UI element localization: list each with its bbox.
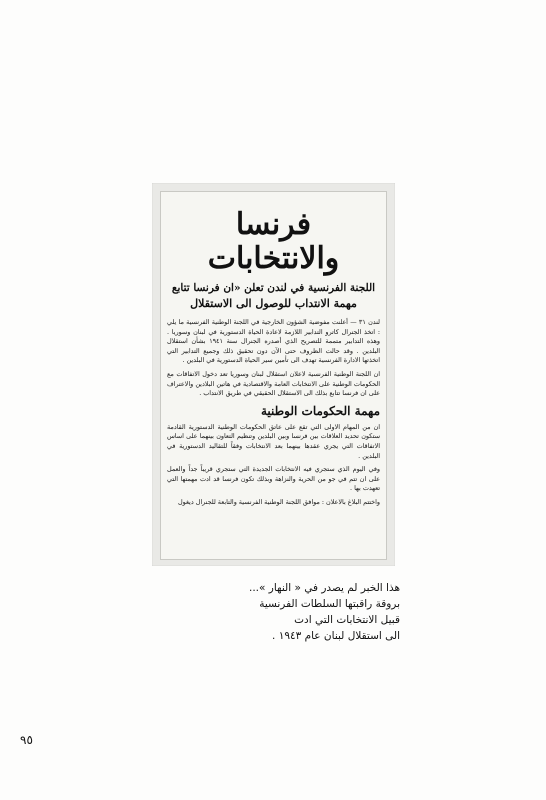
- clipping-paragraph: واختتم البلاغ بالاعلان : موافق اللجنة الوطنية الفرنسية والتابعة للجنرال ديغول: [178, 497, 380, 506]
- clipping-headline: فرنسا والانتخابات: [207, 207, 340, 276]
- clipping-paragraph: ان اللجنة الوطنية الفرنسية لاعلان استقلال لبنان وسوريا تعد دخول الاتفاقات مع الحكومات الوطنية على الانتخابات العامة والاقتصادية في هاتين البلادين والاعتراف على ان فرنسا تتابع بذلك الى الاستقلال الحقيقي في طريق الانتداب .: [167, 369, 380, 398]
- clipping-paragraph: ان من المهام الاولى التي تقع على عاتق الحكومات الوطنية الدستورية القادمة ستكون تحديد العلاقات بين فرنسا وبين البلدين وتنظيم التعاون بينهما على اساس الاتفاقات التي يجري عقدها بينهما بعد الانتخابات وفقاً للتقاليد الدستورية في البلدين .: [167, 422, 380, 460]
- clipping-subheadline: اللجنة الفرنسية في لندن تعلن «ان فرنسا تتابع: [171, 282, 376, 294]
- caption-line: بروقة راقبتها السلطات الفرنسية: [259, 598, 400, 610]
- clipping-paragraph: لندن ٣١ — أعلنت مفوضية الشؤون الخارجية في اللجنة الوطنية الفرنسية ما يلي : اتخذ الجنرال كاترو التدابير اللازمة لاعادة الحياة الدستورية في لبنان وسوريا . وهذه التدابير متممة للتصريح الذي أصدره الجنرال سنة ١٩٤١ بشأن استقلال البلدين . وقد حالت الظروف حتى الآن دون تحقيق ذلك وجميع التدابير التي اتخذتها الادارة الفرنسية تهدف الى تأمين سير الحياة الدستورية في البلدين .: [167, 318, 380, 365]
- clipping-section-title: مهمة الحكومات الوطنية: [260, 403, 380, 418]
- photo-caption: [225, 580, 400, 644]
- clipping-body: [160, 191, 387, 560]
- newspaper-clipping: [152, 183, 395, 566]
- clipping-paragraph: وفي اليوم الذي ستجري فيه الانتخابات الجديدة التي ستجري قريباً جداً والعمل على ان تتم في جو من الحرية والنزاهة وبذلك تكون فرنسا قد ادت مهمتها التي تعهدت بها .: [167, 465, 380, 493]
- caption-line: هذا الخبر لم يصدر في « النهار »...: [248, 582, 400, 594]
- clipping-subheadline-2: مهمة الانتداب للوصول الى الاستقلال: [190, 297, 357, 310]
- caption-line: قبيل الانتخابات التي ادت: [294, 614, 400, 626]
- caption-line: الى استقلال لبنان عام ١٩٤٣ .: [272, 630, 400, 642]
- page-number: ٩٥: [20, 733, 33, 747]
